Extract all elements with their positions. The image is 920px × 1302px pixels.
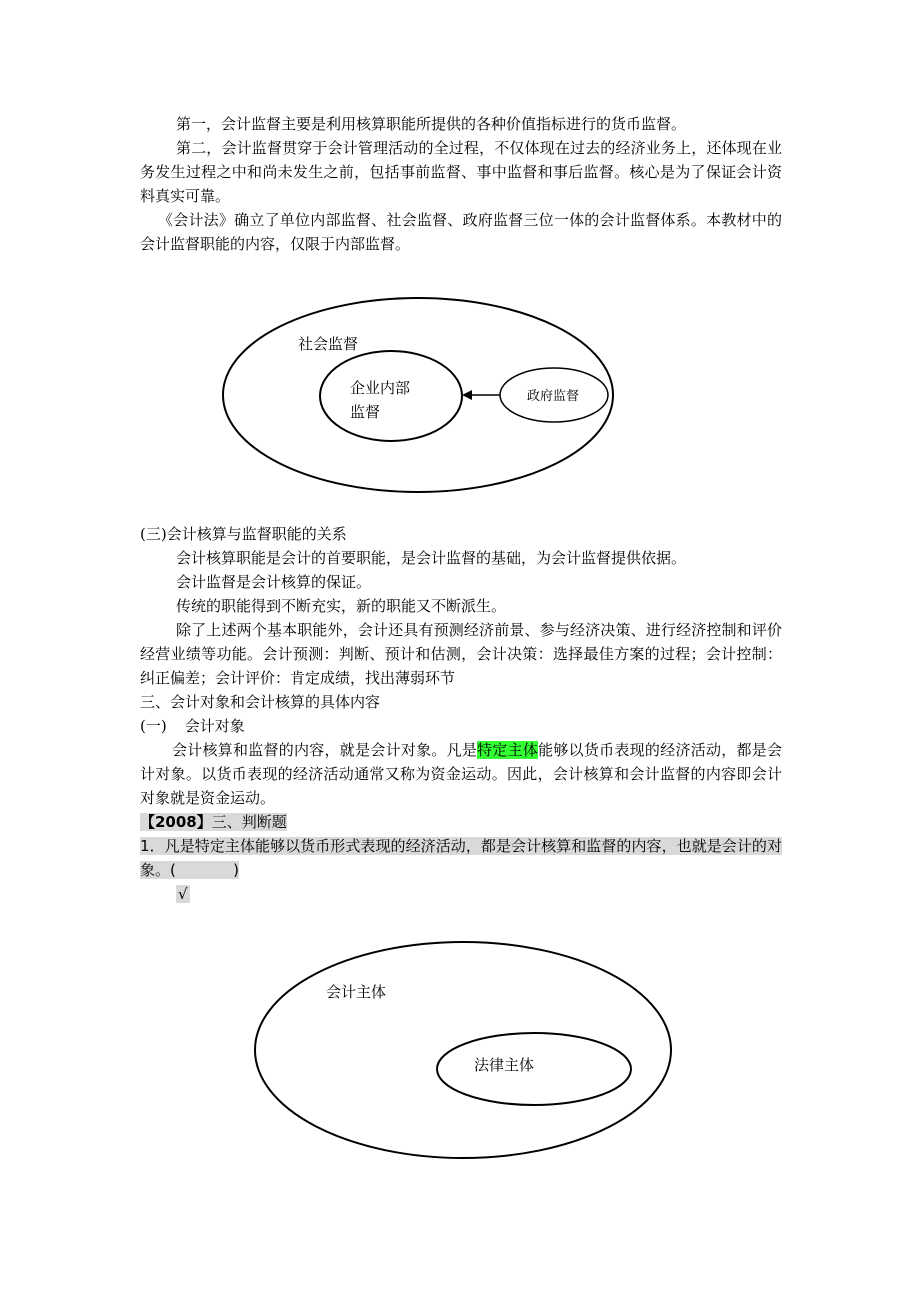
intro-paragraph-1: 第一，会计监督主要是利用核算职能所提供的各种价值指标进行的货币监督。 <box>176 115 687 133</box>
arrow-head <box>462 390 472 400</box>
answer-mark: √ <box>178 885 188 903</box>
part3-subheading <box>140 714 782 738</box>
subheading-title: 会计对象 <box>184 717 245 735</box>
exam-heading <box>140 810 287 834</box>
accounting-entity-ellipse <box>255 942 671 1158</box>
question-close-paren: ) <box>233 861 239 879</box>
intro-paragraph-3: 《会计法》确立了单位内部监督、社会监督、政府监督三位一体的会计监督体系。本教材中的会计监督职能的内容，仅限于内部监督。 <box>140 211 782 253</box>
highlighted-term: 特定主体 <box>477 741 539 759</box>
question-body: 1．凡是特定主体能够以货币形式表现的经济活动，都是会计核算和监督的内容，也就是会计的对象。( <box>140 837 782 879</box>
section3-paragraph-2: 会计监督是会计核算的保证。 <box>176 573 372 591</box>
body-text-post: 能够以货币表现的经济活动，都是会计对象。以货币表现的经济活动通常又称为资金运动。因此，会计核算和会计监督的内容即会计对象就是资金运动。 <box>140 741 782 807</box>
body-text-pre: 会计核算和监督的内容，就是会计对象。凡是 <box>172 741 478 759</box>
exam-question <box>140 834 782 882</box>
entity-diagram <box>0 930 920 1180</box>
supervision-diagram <box>0 0 920 520</box>
internal-supervision-label-1: 企业内部 <box>350 379 411 397</box>
legal-entity-label: 法律主体 <box>474 1056 535 1074</box>
question-text <box>140 837 782 879</box>
exam-answer <box>176 882 190 906</box>
part3-heading: 三、会计对象和会计核算的具体内容 <box>140 693 381 711</box>
government-supervision-label: 政府监督 <box>527 389 580 404</box>
section3-heading: (三)会计核算与监督职能的关系 <box>140 525 347 543</box>
accounting-entity-label: 会计主体 <box>326 983 387 1001</box>
accounting-object-paragraph <box>140 738 782 810</box>
subheading-number: (一) <box>140 717 167 735</box>
section3-paragraph-1: 会计核算职能是会计的首要职能，是会计监督的基础，为会计监督提供依据。 <box>176 549 687 567</box>
intro-paragraph-2: 第二，会计监督贯穿于会计管理活动的全过程，不仅体现在过去的经济业务上，还体现在业务发生过程之中和尚未发生之前，包括事前监督、事中监督和事后监督。核心是为了保证会计资料真实可靠。 <box>140 139 782 205</box>
section3-paragraph-4: 除了上述两个基本职能外，会计还具有预测经济前景、参与经济决策、进行经济控制和评价经营业绩等功能。会计预测：判断、预计和估测，会计决策：选择最佳方案的过程；会计控制：纠正偏差；会计评价：肯定成绩，找出薄弱环节 <box>140 621 782 687</box>
exam-year-tag: 【2008】 <box>140 813 212 831</box>
exam-type-label: 三、判断题 <box>211 813 287 831</box>
exam-heading-text <box>140 813 287 831</box>
social-supervision-label: 社会监督 <box>298 335 359 353</box>
internal-supervision-label-2: 监督 <box>350 403 381 421</box>
section3-paragraph-3: 传统的职能得到不断充实，新的职能又不断派生。 <box>176 597 507 615</box>
answer-blank <box>176 861 233 879</box>
